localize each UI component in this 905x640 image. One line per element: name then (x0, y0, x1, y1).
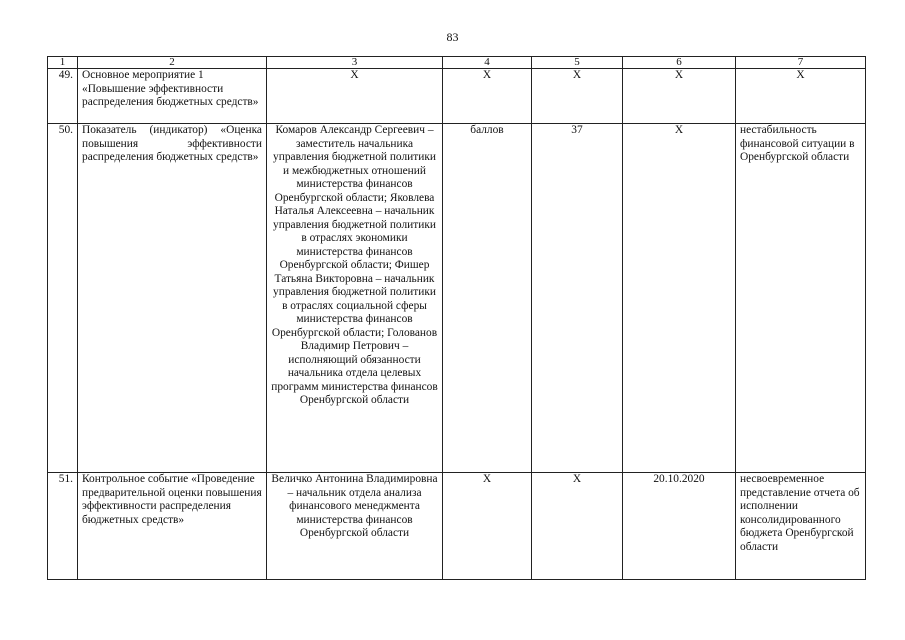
row-unit: X (443, 69, 532, 124)
row-date: X (623, 124, 736, 473)
row-responsible: X (267, 69, 443, 124)
row-number: 50. (48, 124, 78, 473)
row-value: 37 (532, 124, 623, 473)
header-cell: 4 (443, 57, 532, 69)
row-name: Основное мероприятие 1 «Повышение эффективности распределения бюджетных средств» (78, 69, 267, 124)
row-date: 20.10.2020 (623, 473, 736, 580)
header-cell: 5 (532, 57, 623, 69)
row-risk: нестабильность финансовой ситуации в Оренбургской области (736, 124, 866, 473)
row-number: 49. (48, 69, 78, 124)
page-number: 83 (446, 30, 459, 44)
row-value: X (532, 69, 623, 124)
row-responsible: Комаров Александр Сергеевич – заместитель начальника управления бюджетной политики и межбюджетных отношений министерства финансов Оренбургской области; Яковлева Наталья Алексеевна – начальник управления бюджетной политики в отраслях экономики министерства финансов Оренбургской области; Фишер Татьяна Викторовна – начальник управления бюджетной политики в отраслях социальной сферы министерства финансов Оренбургской области; Голованов Владимир Петрович – исполняющий обязанности начальника отдела целевых программ министерства финансов Оренбургской области (267, 124, 443, 473)
row-responsible: Величко Антонина Владимировна – начальник отдела анализа финансового менеджмента министерства финансов Оренбургской области (267, 473, 443, 580)
row-risk: X (736, 69, 866, 124)
row-name: Контрольное событие «Проведение предварительной оценки повышения эффективности распределения бюджетных средств» (78, 473, 267, 580)
header-cell: 6 (623, 57, 736, 69)
header-cell: 7 (736, 57, 866, 69)
row-name: Показатель (индикатор) «Оценка повышения эффективности распределения бюджетных средств» (78, 124, 267, 473)
row-number: 51. (48, 473, 78, 580)
row-unit: баллов (443, 124, 532, 473)
header-cell: 3 (267, 57, 443, 69)
row-value: X (532, 473, 623, 580)
header-cell: 1 (48, 57, 78, 69)
header-row (48, 57, 866, 69)
row-risk: несвоевременное представление отчета об исполнении консолидированного бюджета Оренбургской области (736, 473, 866, 580)
header-cell: 2 (78, 57, 267, 69)
plan-table (47, 56, 866, 580)
table-row (48, 473, 866, 580)
table-row (48, 124, 866, 473)
row-unit: X (443, 473, 532, 580)
table-row (48, 69, 866, 124)
row-date: X (623, 69, 736, 124)
